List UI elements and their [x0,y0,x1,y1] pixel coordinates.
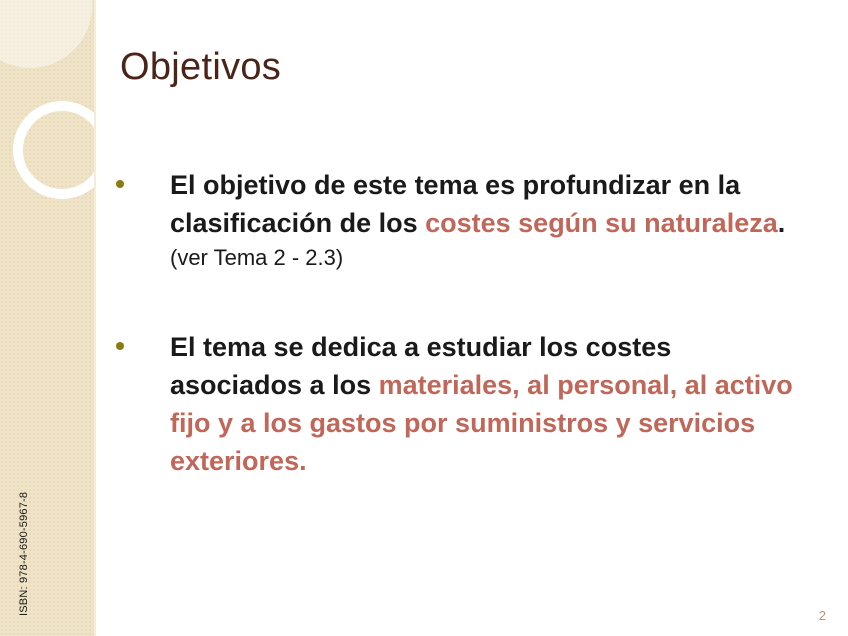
bullet-dot-icon [116,180,124,188]
bullet-item [110,166,810,274]
bullet-text-end: . [777,208,786,238]
decorative-sidebar [0,0,94,636]
bullet-list [110,166,810,480]
slide-title: Objetivos [120,46,282,88]
isbn-label: ISBN: 978-4-690-5967-8 [18,491,30,616]
bullet-text [170,328,810,480]
bullet-note: (ver Tema 2 - 2.3) [170,245,344,270]
sidebar-divider [94,0,96,636]
bullet-text-part: El tema se dedica a estudiar los costes asociados a los [170,332,672,400]
bullet-highlight: materiales, al personal, al activo fijo y a los gastos por suministros y servicios exteriores. [170,370,793,476]
bullet-text-part: El objetivo de este tema es profundizar en la clasificación de los [170,170,741,238]
circle-decoration [0,0,94,636]
page-number: 2 [818,608,826,623]
bullet-item [110,328,810,480]
bullet-dot-icon [116,342,124,350]
bullet-highlight: costes según su naturaleza [425,208,778,238]
bullet-text [170,166,810,274]
